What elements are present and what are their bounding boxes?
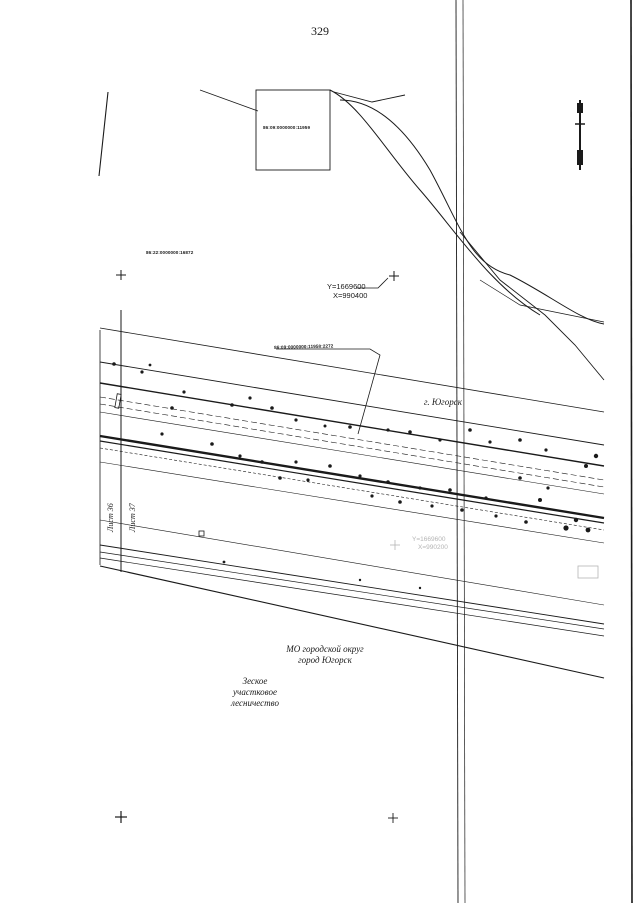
square-marker-icon bbox=[199, 531, 204, 536]
parcel-label-left: 86:22:0000000:16872 bbox=[146, 250, 194, 255]
sheet-label-a: Лист 36 bbox=[106, 503, 115, 532]
grid-cross-1 bbox=[116, 270, 126, 280]
coordinate-readout bbox=[327, 282, 367, 300]
margin-line-right-1 bbox=[456, 0, 458, 903]
forestry-line-1: Зеское bbox=[242, 676, 268, 686]
coordinate-readout-faint bbox=[412, 536, 448, 552]
parcel-label-road: 86:09:0000000:11958:2272 bbox=[274, 343, 334, 350]
coordinate-faint-y: Y=1669600 bbox=[412, 536, 446, 543]
north-arrow-icon bbox=[575, 100, 585, 170]
sheet-label-b: Лист 37 bbox=[128, 503, 137, 532]
grid-cross-4 bbox=[388, 813, 398, 823]
city-label: г. Югорск bbox=[424, 397, 462, 407]
margin-line-far-right bbox=[631, 0, 632, 903]
coordinate-y: Y=1669600 bbox=[327, 282, 366, 291]
municipality-line-2: город Югорск bbox=[298, 655, 352, 665]
boundary-curve-2 bbox=[340, 100, 604, 324]
boundary-curve-4 bbox=[460, 232, 604, 380]
parcel-label-top: 86:09:0000000:11959 bbox=[263, 125, 311, 130]
grid-cross-3 bbox=[115, 811, 127, 823]
margin-line-right-2 bbox=[463, 0, 465, 903]
parcel-top-boundary bbox=[256, 90, 330, 170]
forestry-line-3: лесничество bbox=[231, 698, 279, 708]
coordinate-x: X=990400 bbox=[333, 291, 368, 300]
forestry-line-2: участковое bbox=[233, 687, 277, 697]
page-number: 329 bbox=[311, 24, 329, 38]
coordinate-faint-x: X=990200 bbox=[418, 544, 448, 551]
municipality-line-1: МО городской округ bbox=[286, 644, 364, 654]
forestry-label bbox=[210, 676, 300, 709]
grid-cross-2 bbox=[389, 271, 399, 281]
municipality-label bbox=[270, 644, 380, 666]
corridor bbox=[100, 328, 604, 678]
